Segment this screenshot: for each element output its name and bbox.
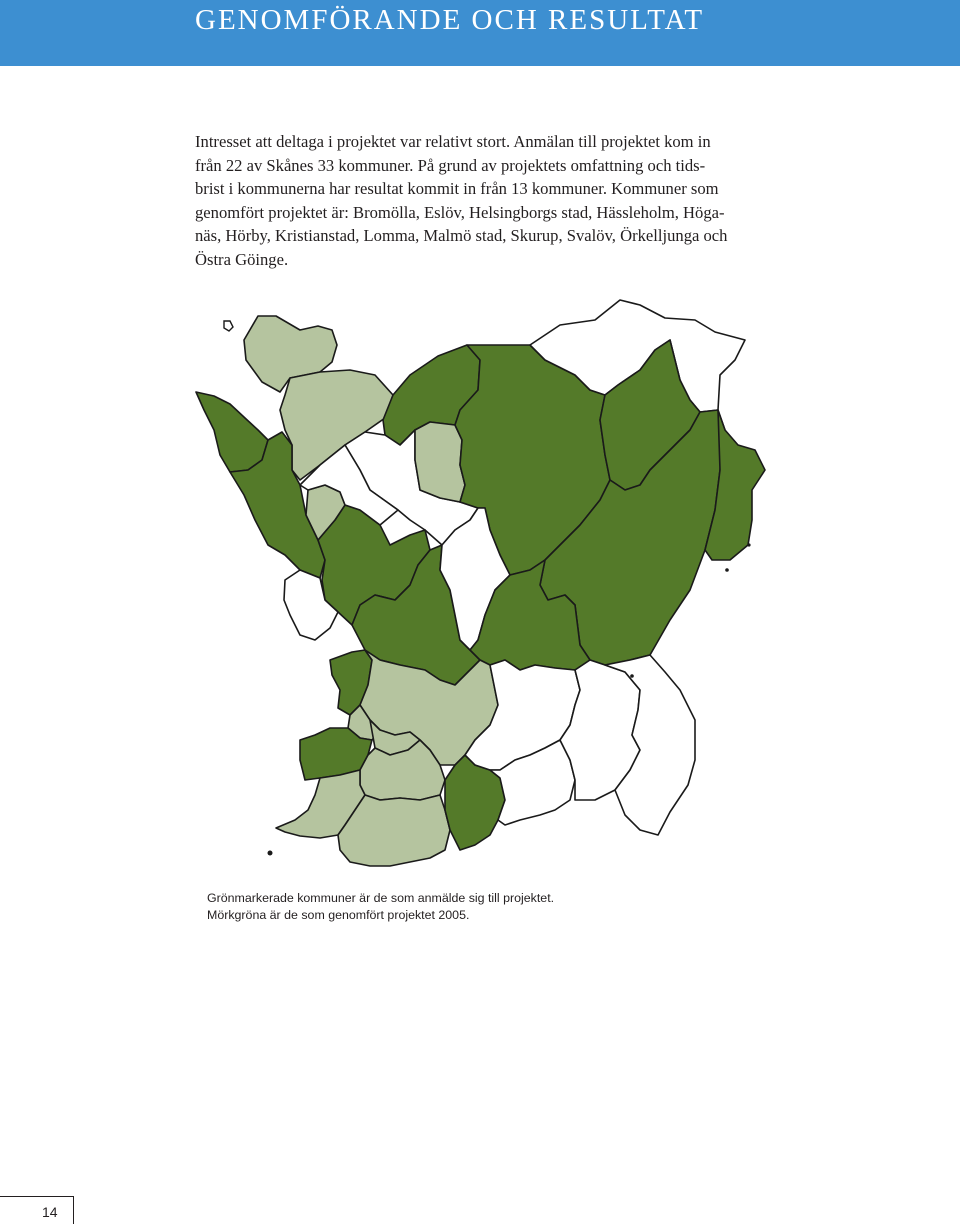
map-svg bbox=[190, 292, 770, 867]
region-hoganas bbox=[196, 392, 268, 472]
body-paragraph bbox=[195, 130, 765, 272]
map-caption bbox=[207, 890, 554, 924]
body-line: näs, Hörby, Kristianstad, Lomma, Malmö stad, Skurup, Svalöv, Örkelljunga och bbox=[195, 226, 728, 246]
skane-municipality-map bbox=[190, 292, 770, 867]
page-title: GENOMFÖRANDE OCH RESULTAT bbox=[195, 4, 705, 36]
body-line: Östra Göinge. bbox=[195, 249, 289, 269]
page-number: 14 bbox=[42, 1204, 58, 1220]
body-line: brist i kommunerna har resultat kommit in från 13 kommuner. Kommuner som bbox=[195, 179, 719, 199]
caption-line-1: Grönmarkerade kommuner är de som anmälde sig till projektet. bbox=[207, 891, 555, 905]
body-line: från 22 av Skånes 33 kommuner. På grund av projektets omfattning och tids- bbox=[195, 155, 706, 175]
body-line: genomfört projektet är: Bromölla, Eslöv, Helsingborgs stad, Hässleholm, Höga- bbox=[195, 202, 725, 222]
caption-line-2: Mörkgröna är de som genomfört projektet 2005. bbox=[207, 908, 470, 922]
body-line: Intresset att deltaga i projektet var relativt stort. Anmälan till projektet kom in bbox=[195, 132, 711, 151]
page-number-box bbox=[0, 1196, 74, 1224]
region-perstorp bbox=[415, 422, 465, 502]
header-bar bbox=[0, 0, 960, 66]
